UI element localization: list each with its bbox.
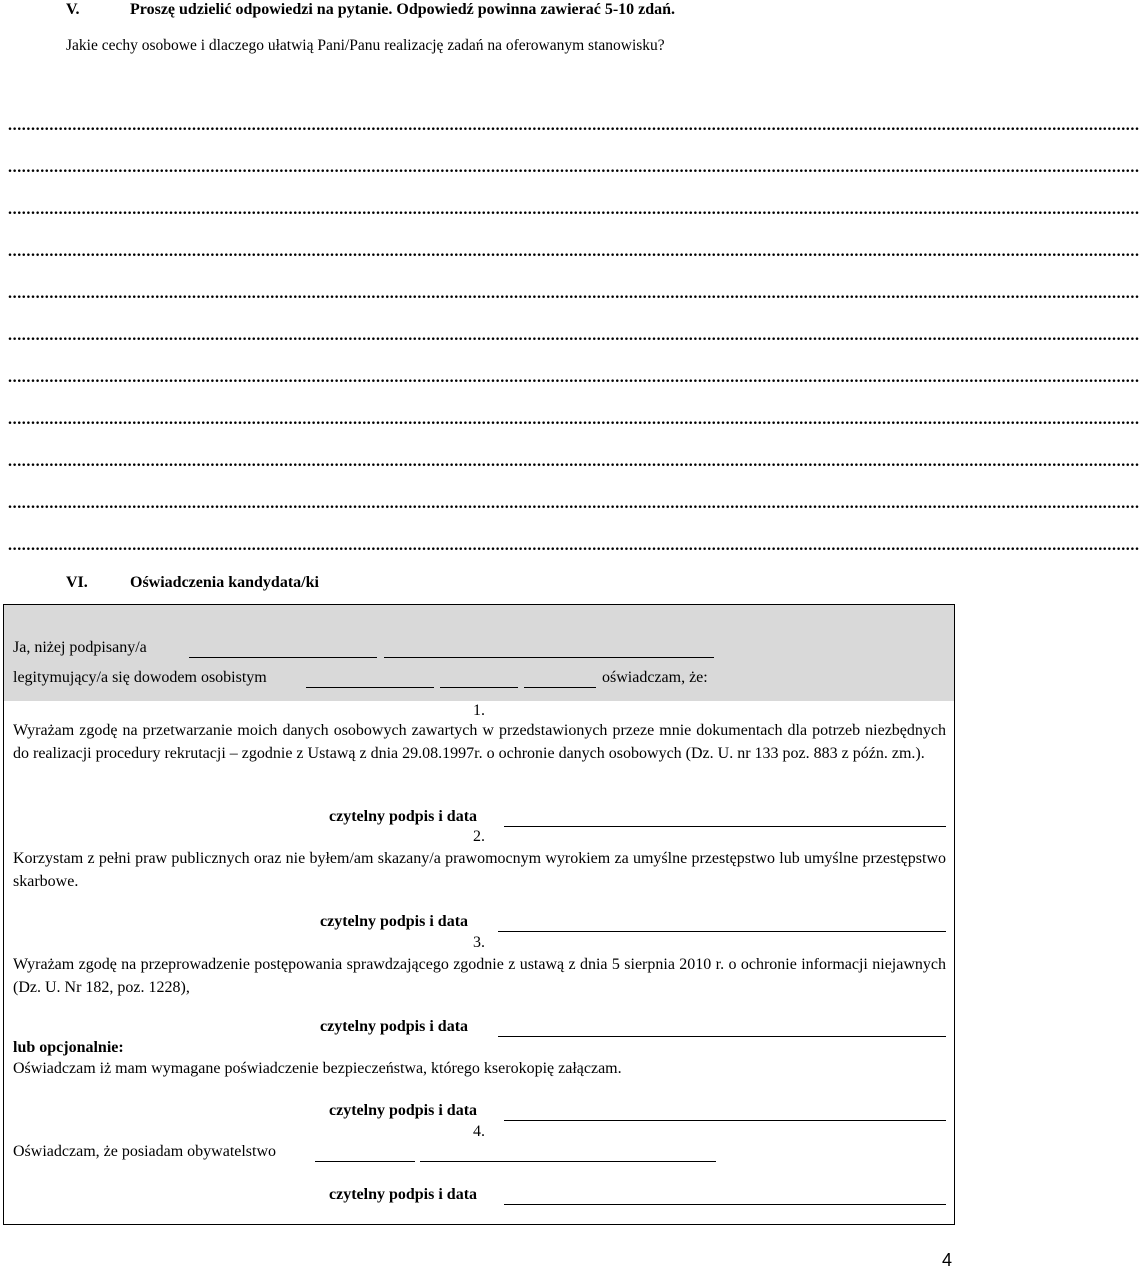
answer-line[interactable]: ......................................................................................................................................................................................................................................................: [8, 537, 1140, 554]
answer-line[interactable]: ......................................................................................................................................................................................................................................................: [8, 159, 1140, 176]
id-field-2[interactable]: [440, 687, 518, 688]
id-label: legitymujący/a się dowodem osobistym: [13, 669, 267, 686]
item-2-signature-label: czytelny podpis i data: [320, 913, 469, 930]
item-4-signature-label: czytelny podpis i data: [329, 1186, 478, 1203]
optional-signature-label: czytelny podpis i data: [329, 1102, 478, 1119]
declarations-box: [3, 604, 955, 1225]
answer-line[interactable]: ......................................................................................................................................................................................................................................................: [8, 369, 1140, 386]
item-2-number: 2.: [473, 828, 485, 845]
citizenship-field-1[interactable]: [315, 1161, 415, 1162]
item-4-signature-field[interactable]: [504, 1204, 946, 1205]
answer-line[interactable]: ......................................................................................................................................................................................................................................................: [8, 117, 1140, 134]
answer-line[interactable]: ......................................................................................................................................................................................................................................................: [8, 201, 1140, 218]
item-3-text: Wyrażam zgodę na przeprowadzenie postępowania sprawdzającego zgodnie z ustawą z dnia 5 sierpnia 2010 r. o ochronie informacji niejawnych (Dz. U. Nr 182, poz. 1228),: [13, 956, 946, 996]
item-1-signature-label: czytelny podpis i data: [329, 808, 478, 825]
section-6-heading: [66, 574, 319, 592]
item-3-signature-field[interactable]: [498, 1036, 946, 1037]
id-field-1[interactable]: [306, 687, 434, 688]
section-6-title: Oświadczenia kandydata/ki: [130, 574, 319, 591]
item-1-signature-field[interactable]: [504, 826, 946, 827]
answer-line[interactable]: ......................................................................................................................................................................................................................................................: [8, 411, 1140, 428]
answer-line[interactable]: ......................................................................................................................................................................................................................................................: [8, 495, 1140, 512]
optional-text: Oświadczam iż mam wymagane poświadczenie bezpieczeństwa, którego kserokopię załączam.: [13, 1060, 622, 1077]
declare-label: oświadczam, że:: [602, 669, 708, 686]
item-1-text: Wyrażam zgodę na przetwarzanie moich danych osobowych zawartych w przedstawionych przeze mnie dokumentach dla potrzeb niezbędnych do realizacji procedury rekrutacji – zgodnie z Ustawą z dnia 29.08.1997r. o ochronie danych osobowych (Dz. U. nr 133 poz. 883 z późn. zm.).: [13, 722, 946, 762]
item-4-number: 4.: [473, 1123, 485, 1140]
item-1-number: 1.: [473, 702, 485, 719]
answer-line[interactable]: ......................................................................................................................................................................................................................................................: [8, 327, 1140, 344]
optional-signature-field[interactable]: [504, 1120, 946, 1121]
id-field-3[interactable]: [524, 687, 596, 688]
answer-line[interactable]: ......................................................................................................................................................................................................................................................: [8, 243, 1140, 260]
name-field-2[interactable]: [384, 657, 714, 658]
optional-label: lub opcjonalnie:: [13, 1039, 124, 1056]
section-6-number: VI.: [66, 574, 88, 591]
section-5-question: Proszę udzielić odpowiedzi na pytanie. Odpowiedź powinna zawierać 5-10 zdań.: [130, 1, 676, 18]
page-number: 4: [941, 1250, 952, 1270]
item-4-text: Oświadczam, że posiadam obywatelstwo: [13, 1143, 277, 1160]
name-field[interactable]: [189, 657, 377, 658]
item-2-signature-field[interactable]: [498, 931, 946, 932]
answer-line[interactable]: ......................................................................................................................................................................................................................................................: [8, 285, 1140, 302]
item-3-signature-label: czytelny podpis i data: [320, 1018, 469, 1035]
item-2-text: Korzystam z pełni praw publicznych oraz nie byłem/am skazany/a prawomocnym wyrokiem za umyślne przestępstwo lub umyślne przestępstwo skarbowe.: [13, 850, 946, 890]
answer-line[interactable]: ......................................................................................................................................................................................................................................................: [8, 453, 1140, 470]
section-5-number: V.: [66, 1, 80, 18]
section-5-subquestion: Jakie cechy osobowe i dlaczego ułatwią Pani/Panu realizację zadań na oferowanym stanowisku?: [66, 37, 665, 54]
signed-label: Ja, niżej podpisany/a: [13, 639, 147, 656]
item-3-number: 3.: [473, 934, 485, 951]
section-5-heading: [66, 0, 946, 19]
citizenship-field-2[interactable]: [420, 1161, 716, 1162]
